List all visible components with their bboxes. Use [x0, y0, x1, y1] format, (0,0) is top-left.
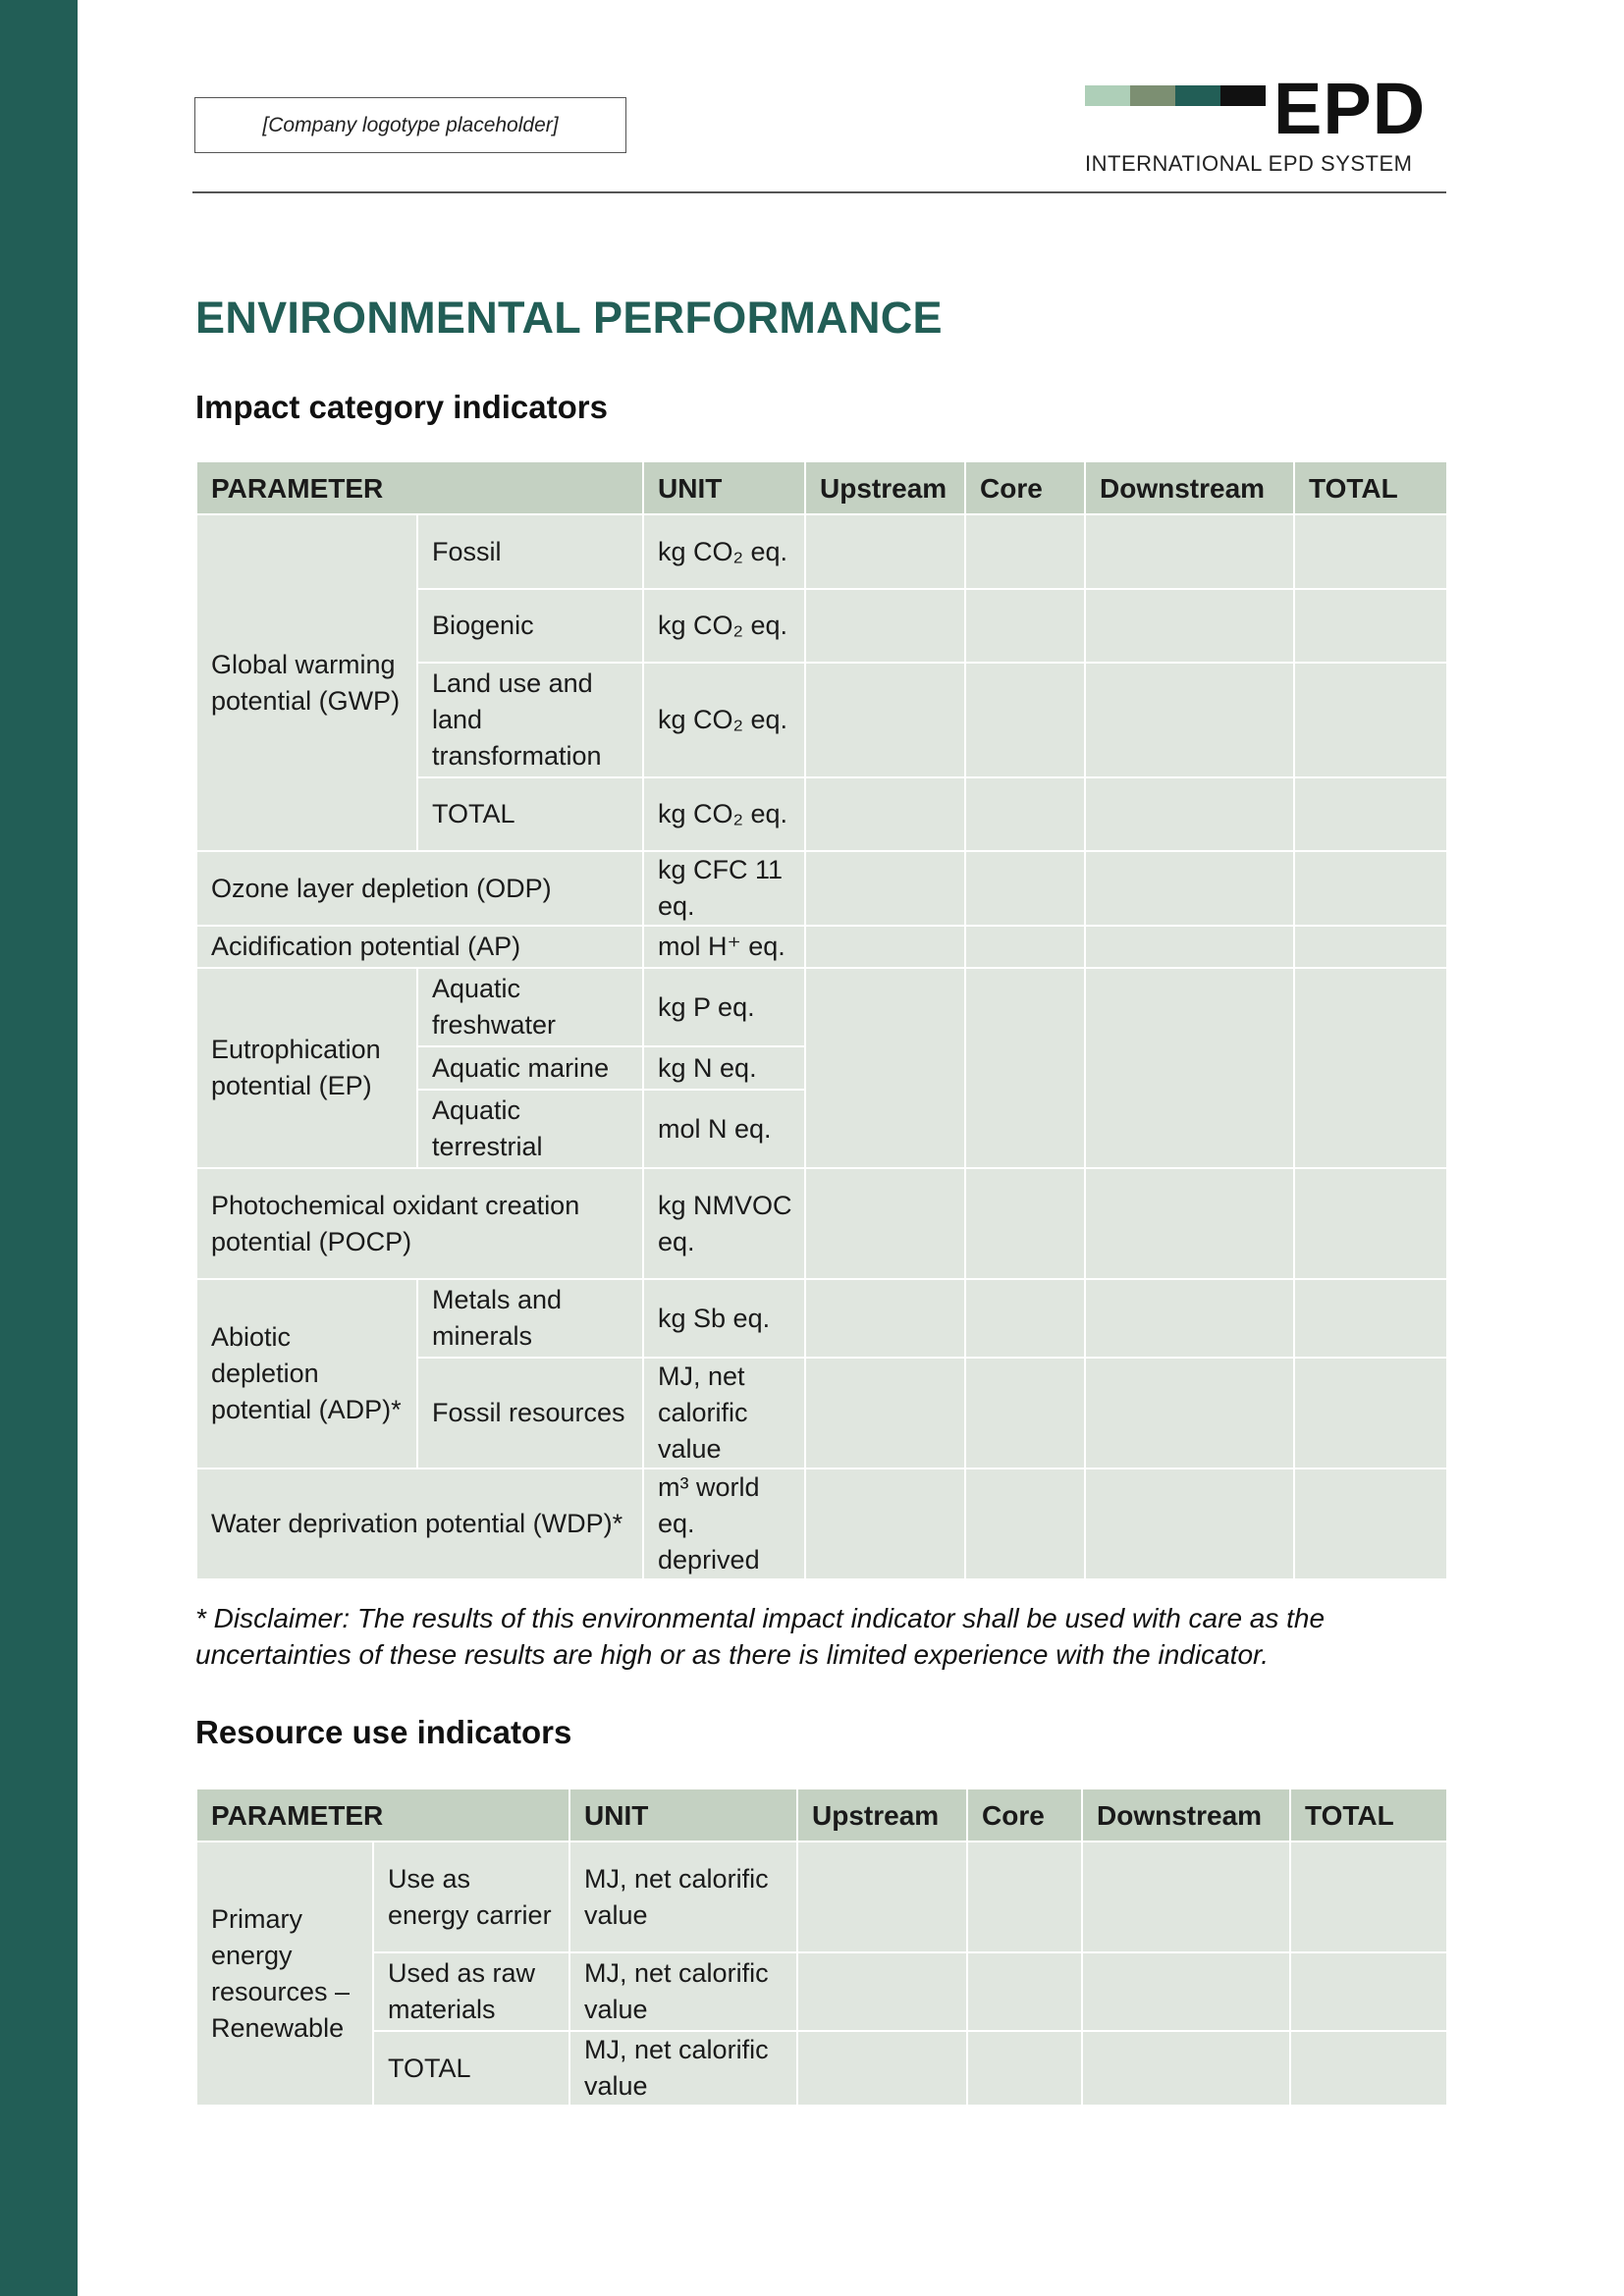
- value-core: [965, 777, 1085, 851]
- value-core: [965, 1468, 1085, 1579]
- table-row: [196, 1952, 1447, 2031]
- epd-logo: [1085, 68, 1427, 187]
- value-upstream: [805, 514, 965, 589]
- value-upstream: [805, 1468, 965, 1579]
- value-downstream: [1085, 926, 1294, 968]
- logo-color-strip: [1130, 85, 1175, 106]
- table-header-row: [196, 1789, 1447, 1842]
- value-core: [965, 589, 1085, 663]
- value-upstream: [805, 589, 965, 663]
- unit-cell: kg CO₂ eq.: [643, 514, 805, 589]
- value-downstream: [1085, 589, 1294, 663]
- sub-param: Aquatic terrestrial: [417, 1090, 643, 1168]
- impact-indicators-table: [195, 460, 1448, 1580]
- value-downstream: [1085, 1279, 1294, 1358]
- table-row: [196, 1842, 1447, 1952]
- col-header-unit: UNIT: [569, 1789, 797, 1842]
- table-row: [196, 1279, 1447, 1358]
- value-downstream: [1082, 1842, 1290, 1952]
- impact-section-heading: Impact category indicators: [195, 389, 608, 425]
- value-total: [1294, 777, 1447, 851]
- logo-color-strip: [1175, 85, 1220, 106]
- unit-cell: kg CO₂ eq.: [643, 589, 805, 663]
- value-core: [965, 1168, 1085, 1279]
- unit-cell: kg CFC 11 eq.: [643, 851, 805, 926]
- value-upstream: [805, 777, 965, 851]
- epd-brand-mark: EPD: [1273, 68, 1427, 149]
- param-odp: Ozone layer depletion (ODP): [196, 851, 643, 926]
- value-upstream: [805, 926, 965, 968]
- param-pocp: Photochemical oxidant creation potential (POCP): [196, 1168, 643, 1279]
- sub-param: Fossil: [417, 514, 643, 589]
- value-upstream: [797, 1952, 967, 2031]
- col-header-downstream: Downstream: [1082, 1789, 1290, 1842]
- value-upstream: [797, 2031, 967, 2106]
- value-downstream: [1085, 514, 1294, 589]
- value-total: [1294, 1358, 1447, 1468]
- value-upstream: [805, 1279, 965, 1358]
- value-downstream: [1085, 777, 1294, 851]
- param-wdp: Water deprivation potential (WDP)*: [196, 1468, 643, 1579]
- value-upstream: [797, 1842, 967, 1952]
- unit-cell: mol H⁺ eq.: [643, 926, 805, 968]
- sub-param: Metals and minerals: [417, 1279, 643, 1358]
- param-per: Primary energy resources – Renewable: [196, 1842, 373, 2106]
- param-adp: Abiotic depletion potential (ADP)*: [196, 1279, 417, 1468]
- value-core: [965, 663, 1085, 777]
- value-core: [967, 1842, 1082, 1952]
- table-row: [196, 514, 1447, 589]
- company-logo-placeholder: [Company logotype placeholder]: [194, 97, 626, 153]
- unit-cell: kg NMVOC eq.: [643, 1168, 805, 1279]
- value-core: [965, 851, 1085, 926]
- col-header-parameter: PARAMETER: [196, 1789, 569, 1842]
- resource-indicators-table: [195, 1788, 1448, 2107]
- header-divider: [192, 191, 1446, 193]
- value-upstream: [805, 663, 965, 777]
- value-total: [1294, 1168, 1447, 1279]
- value-upstream: [805, 1168, 965, 1279]
- sub-param: Aquatic marine: [417, 1046, 643, 1090]
- sub-param: Aquatic freshwater: [417, 968, 643, 1046]
- table-row: [196, 968, 1447, 1046]
- unit-cell: m³ world eq. deprived: [643, 1468, 805, 1579]
- value-total: [1294, 968, 1447, 1168]
- logo-color-strip: [1220, 85, 1266, 106]
- unit-cell: kg P eq.: [643, 968, 805, 1046]
- param-ep: Eutrophication potential (EP): [196, 968, 417, 1168]
- value-total: [1294, 589, 1447, 663]
- sub-param: Fossil resources: [417, 1358, 643, 1468]
- col-header-unit: UNIT: [643, 461, 805, 514]
- unit-cell: MJ, net calorific value: [569, 2031, 797, 2106]
- sub-param: TOTAL: [417, 777, 643, 851]
- col-header-upstream: Upstream: [797, 1789, 967, 1842]
- value-total: [1290, 1842, 1447, 1952]
- value-total: [1294, 1468, 1447, 1579]
- value-downstream: [1085, 1168, 1294, 1279]
- sub-param: Used as raw materials: [373, 1952, 569, 2031]
- value-downstream: [1085, 663, 1294, 777]
- unit-cell: kg CO₂ eq.: [643, 777, 805, 851]
- value-downstream: [1085, 851, 1294, 926]
- unit-cell: kg CO₂ eq.: [643, 663, 805, 777]
- value-total: [1294, 926, 1447, 968]
- value-downstream: [1082, 2031, 1290, 2106]
- sub-param: Biogenic: [417, 589, 643, 663]
- sub-param: Use as energy carrier: [373, 1842, 569, 1952]
- value-core: [965, 1358, 1085, 1468]
- disclaimer-text: * Disclaimer: The results of this environmental impact indicator shall be used with care as the uncertainties of these results are high or as there is limited experience with the indicator.: [195, 1603, 1326, 1670]
- col-header-core: Core: [967, 1789, 1082, 1842]
- side-accent-bar: [0, 0, 78, 2296]
- unit-cell: MJ, net calorific value: [643, 1358, 805, 1468]
- value-core: [965, 1279, 1085, 1358]
- sub-param: Land use and land transformation: [417, 663, 643, 777]
- value-downstream: [1082, 1952, 1290, 2031]
- value-upstream: [805, 1358, 965, 1468]
- table-header-row: [196, 461, 1447, 514]
- value-upstream: [805, 968, 965, 1168]
- table-row: [196, 1168, 1447, 1279]
- unit-cell: kg Sb eq.: [643, 1279, 805, 1358]
- value-total: [1294, 1279, 1447, 1358]
- value-core: [967, 2031, 1082, 2106]
- col-header-parameter: PARAMETER: [196, 461, 643, 514]
- col-header-core: Core: [965, 461, 1085, 514]
- value-core: [965, 968, 1085, 1168]
- col-header-downstream: Downstream: [1085, 461, 1294, 514]
- value-total: [1294, 663, 1447, 777]
- epd-brand-subtitle: INTERNATIONAL EPD SYSTEM: [1085, 151, 1413, 176]
- value-total: [1290, 2031, 1447, 2106]
- col-header-total: TOTAL: [1294, 461, 1447, 514]
- col-header-upstream: Upstream: [805, 461, 965, 514]
- col-header-total: TOTAL: [1290, 1789, 1447, 1842]
- value-downstream: [1085, 1358, 1294, 1468]
- param-gwp: Global warming potential (GWP): [196, 514, 417, 851]
- table-row: [196, 2031, 1447, 2106]
- page-title: ENVIRONMENTAL PERFORMANCE: [195, 293, 943, 343]
- unit-cell: mol N eq.: [643, 1090, 805, 1168]
- logo-color-strip: [1085, 85, 1130, 106]
- value-core: [965, 926, 1085, 968]
- sub-param: TOTAL: [373, 2031, 569, 2106]
- value-core: [965, 514, 1085, 589]
- value-downstream: [1085, 968, 1294, 1168]
- table-row: [196, 1468, 1447, 1579]
- value-total: [1294, 851, 1447, 926]
- unit-cell: MJ, net calorific value: [569, 1842, 797, 1952]
- table-row: [196, 926, 1447, 968]
- resource-section-heading: Resource use indicators: [195, 1714, 572, 1750]
- unit-cell: MJ, net calorific value: [569, 1952, 797, 2031]
- param-ap: Acidification potential (AP): [196, 926, 643, 968]
- value-core: [967, 1952, 1082, 2031]
- table-row: [196, 851, 1447, 926]
- value-downstream: [1085, 1468, 1294, 1579]
- value-upstream: [805, 851, 965, 926]
- unit-cell: kg N eq.: [643, 1046, 805, 1090]
- value-total: [1294, 514, 1447, 589]
- value-total: [1290, 1952, 1447, 2031]
